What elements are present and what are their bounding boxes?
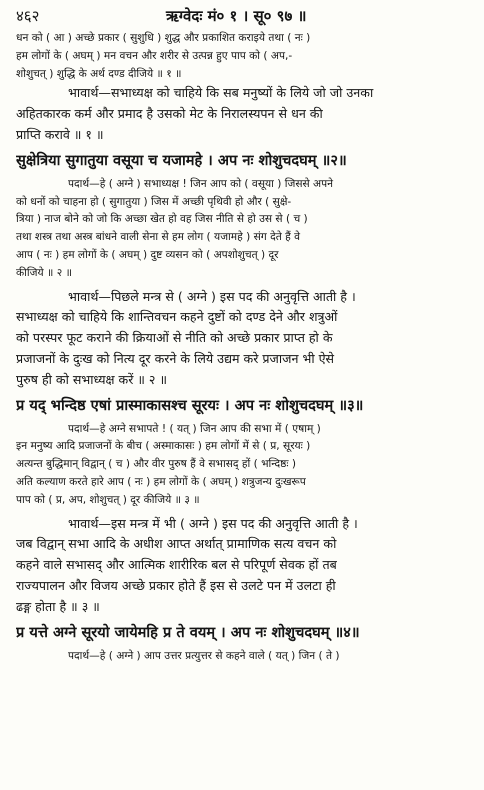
bhavartha-2 <box>16 287 470 391</box>
text-line: राज्यपालन और विजय अच्छे प्रकार होते हैं इस से उलटे पन में उलटा ही <box>16 577 336 593</box>
text-line: प्रजाजनों के दुःख को नित्य दूर करने के लिये उद्यम करे प्रजाजन भी ऐसे <box>16 350 335 366</box>
text-line: त्रिया ) नाज बोने को जो कि अच्छा खेत हो वह जिस नीति से हो उस से ( च ) <box>16 213 308 226</box>
text-line: पदार्थ—हे ( अग्ने ) आप उत्तर प्रत्युत्तर से कहने वाले ( यत् ) जिन ( ते ) <box>68 649 340 662</box>
text-line: कीजिये ॥ २ ॥ <box>16 266 72 279</box>
text-line: पदार्थ—हे ( अग्ने ) सभाध्यक्ष ! जिन आप को ( वसूया ) जिससे अपने <box>68 177 334 190</box>
text-line: अहितकारक कर्म और प्रमाद है उसको मेट के निरालस्यपन से धन की <box>16 106 323 122</box>
text-line: पाप को ( प्र, अप, शोशुचत् ) दूर कीजिये ॥ ३ ॥ <box>16 493 200 506</box>
block1 <box>16 30 470 83</box>
text-line: पुरुष ही को सभाध्यक्ष करें ॥ २ ॥ <box>16 371 168 387</box>
mantra-3: प्र यद् भन्दिष्ठ एषां प्रास्माकासश्च सूरयः । अप नः शोशुचदघम् ॥३॥ <box>16 396 364 414</box>
text-line: ढङ्ग होता है ॥ ३ ॥ <box>16 598 100 614</box>
text-line: सभाध्यक्ष को चाहिये कि शान्तिवचन कहने दुष्टों को दण्ड देने और शत्रुओं <box>16 309 338 325</box>
running-title: ऋग्वेदः मं० १ । सू० ९७ ॥ <box>166 7 307 25</box>
text-line: को परस्पर फूट कराने की क्रियाओं से नीति को अच्छे प्रकार प्राप्त हो के <box>16 330 333 346</box>
text-line: हम लोगों के ( अघम् ) मन वचन और शरीर से उत्पन्न हुए पाप को ( अप,- <box>16 49 293 62</box>
text-line: भावार्थ—सभाध्यक्ष को चाहिये कि सब मनुष्यों के लिये जो जो उनका <box>68 85 374 101</box>
text-line: को धनों को चाहना हो ( सुगातुया ) जिस में अच्छी पृथिवी हो और ( सुक्षे- <box>16 195 292 208</box>
text-line: जब विद्वान् सभा आदि के अधीश आप्त अर्थात् प्रामाणिक सत्य वचन को <box>16 536 337 552</box>
text-line: तथा शस्त्र तथा अस्त्र बांधने वाली सेना से हम लोग ( यजामहे ) संग देते हैं वे <box>16 231 301 244</box>
padartha-4 <box>16 648 470 666</box>
mantra-4: प्र यत्ते अग्ने सूरयो जायेमहि प्र ते वयम् । अप नः शोशुचदघम् ॥४॥ <box>16 623 360 641</box>
text-line: शोशुचत् ) शुद्धि के अर्थ दण्ड दीजिये ॥ १ ॥ <box>16 67 182 80</box>
text-line: इन मनुष्य आदि प्रजाजनों के बीच ( अस्माकासः ) हम लोगों में से ( प्र, सूरयः ) <box>16 440 311 453</box>
text-line: धन को ( आ ) अच्छे प्रकार ( सुशुधि ) शुद्ध और प्रकाशित कराइये तथा ( नः ) <box>16 32 311 44</box>
text-line: कहने वाले सभासद् और आत्मिक शारीरिक बल से परिपूर्ण सेवक हों तब <box>16 557 337 573</box>
bhavartha-3 <box>16 514 470 618</box>
page-header <box>16 6 470 30</box>
text-line: भावार्थ—पिछले मन्त्र से ( अग्ने ) इस पद की अनुवृत्ति आती है । <box>68 288 356 304</box>
padartha-3 <box>16 421 470 510</box>
text-line: प्राप्ति करावे ॥ १ ॥ <box>16 126 104 142</box>
padartha-2 <box>16 176 470 283</box>
text-line: भावार्थ—इस मन्त्र में भी ( अग्ने ) इस पद की अनुवृत्ति आती है । <box>68 515 358 531</box>
mantra-2: सुक्षेत्रिया सुगातुया वसूया च यजामहे । अप नः शोशुचदघम् ॥२॥ <box>16 151 347 169</box>
page-number: ४६२ <box>16 7 40 25</box>
text-line: पदार्थ—हे अग्ने सभापते ! ( यत् ) जिन आप की सभा में ( एषाम् ) <box>68 422 321 435</box>
text-line: आप ( नः ) हम लोगों के ( अघम् ) दुष्ट व्यसन को ( अपशोशुचत् ) दूर <box>16 248 279 261</box>
bhavartha-1 <box>16 83 470 145</box>
text-line: अति कल्याण करते हारे आप ( नः ) हम लोगों के ( अघम् ) शत्रुजन्य दुःखरूप <box>16 475 306 488</box>
text-line: अत्यन्त बुद्धिमान् विद्वान् ( च ) और वीर पुरुष हैं वे सभासद् हों ( भन्दिष्ठः ) <box>16 458 297 471</box>
